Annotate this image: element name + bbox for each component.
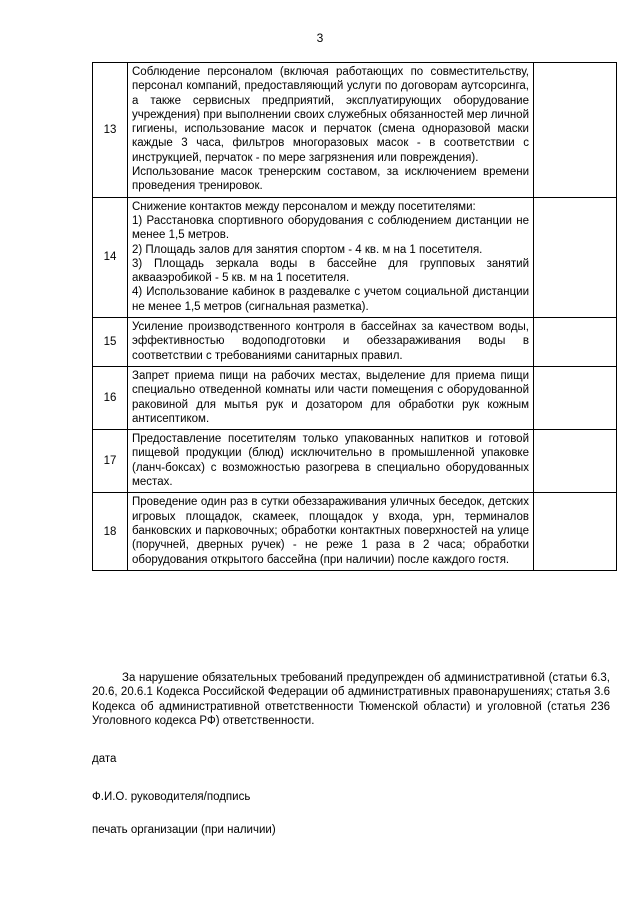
row-number: 17 — [93, 430, 128, 493]
date-label: дата — [92, 753, 117, 765]
empty-cell — [534, 63, 617, 198]
signature-label: Ф.И.О. руководителя/подпись — [92, 791, 251, 803]
row-paragraph: Предоставление посетителям только упакованных напитков и готовой пищевой продукции (блюд) исключительно в промышленной упаковке (ланч-боксах) с возможностью разогрева в специально оборудованных местах. — [132, 433, 529, 489]
row-number: 18 — [93, 493, 128, 570]
stamp-label: печать организации (при наличии) — [92, 824, 276, 836]
row-paragraph: Запрет приема пищи на рабочих местах, выделение для приема пищи специально отведенной комнаты или части помещения с оборудованной раковиной для мытья рук и дозатором для обработки рук кожным антисептиком. — [132, 369, 529, 425]
requirements-table — [92, 62, 617, 571]
table-row — [93, 430, 617, 493]
row-text — [128, 318, 534, 367]
row-paragraph: Снижение контактов между персоналом и между посетителями: — [132, 200, 476, 213]
page-number: 3 — [316, 31, 324, 45]
row-number: 13 — [93, 63, 128, 198]
row-paragraph: Усиление производственного контроля в бассейнах за качеством воды, эффективностью водоподготовки и обеззараживания воды в соответствии с требованиями санитарных правил. — [132, 321, 529, 362]
table-row — [93, 366, 617, 429]
empty-cell — [534, 493, 617, 570]
row-number: 14 — [93, 197, 128, 317]
row-text — [128, 63, 534, 198]
empty-cell — [534, 318, 617, 367]
row-text — [128, 366, 534, 429]
row-paragraph: Соблюдение персоналом (включая работающих по совместительству, персонал компаний, предоставляющий услуги по договорам аутсорсинга, а также сервисных предприятий, эксплуатирующих оборудование учреждения) при выполнении своих служебных обязанностей мер личной гигиены, использование масок и перчаток (смена одноразовой маски каждые 3 часа, фильтров многоразовых масок - в соответствии с инструкцией, перчаток - по мере загрязнения или повреждения). — [132, 66, 529, 164]
row-text — [128, 493, 534, 570]
table-row — [93, 493, 617, 570]
row-paragraph: 2) Площадь залов для занятия спортом - 4 кв. м на 1 посетителя. — [132, 243, 483, 256]
row-number: 16 — [93, 366, 128, 429]
empty-cell — [534, 366, 617, 429]
row-paragraph: Проведение один раз в сутки обеззараживания уличных беседок, детских игровых площадок, скамеек, площадок у входа, урн, терминалов банковских и парковочных; обработки контактных поверхностей на улице (поручней, дверных ручек) - не реже 1 раза в 2 часа; обработки оборудования открытого бассейна (при наличии) после каждого гостя. — [132, 496, 529, 566]
row-paragraph: 1) Расстановка спортивного оборудования с соблюдением дистанции не менее 1,5 метров. — [132, 214, 529, 242]
empty-cell — [534, 430, 617, 493]
empty-cell — [534, 197, 617, 317]
table-row — [93, 318, 617, 367]
row-text — [128, 197, 534, 317]
row-paragraph: 4) Использование кабинок в раздевалке с учетом социальной дистанции не менее 1,5 метров (сигнальная разметка). — [132, 286, 529, 313]
table-row — [93, 63, 617, 198]
liability-warning: За нарушение обязательных требований предупрежден об административной (статьи 6.3, 20.6, 20.6.1 Кодекса Российской Федерации об административных правонарушениях; статья 3.6 Кодекса об административной ответственности Тюменской области) и уголовной (статья 236 Уголовного кодекса РФ) ответственности. — [92, 672, 610, 727]
row-paragraph: 3) Площадь зеркала воды в бассейне для групповых занятий аквааэробикой - 5 кв. м на 1 посетителя. — [132, 257, 529, 285]
row-paragraph: Использование масок тренерским составом, за исключением времени проведения тренировок. — [132, 166, 529, 193]
row-number: 15 — [93, 318, 128, 367]
row-text — [128, 430, 534, 493]
table-row — [93, 197, 617, 317]
